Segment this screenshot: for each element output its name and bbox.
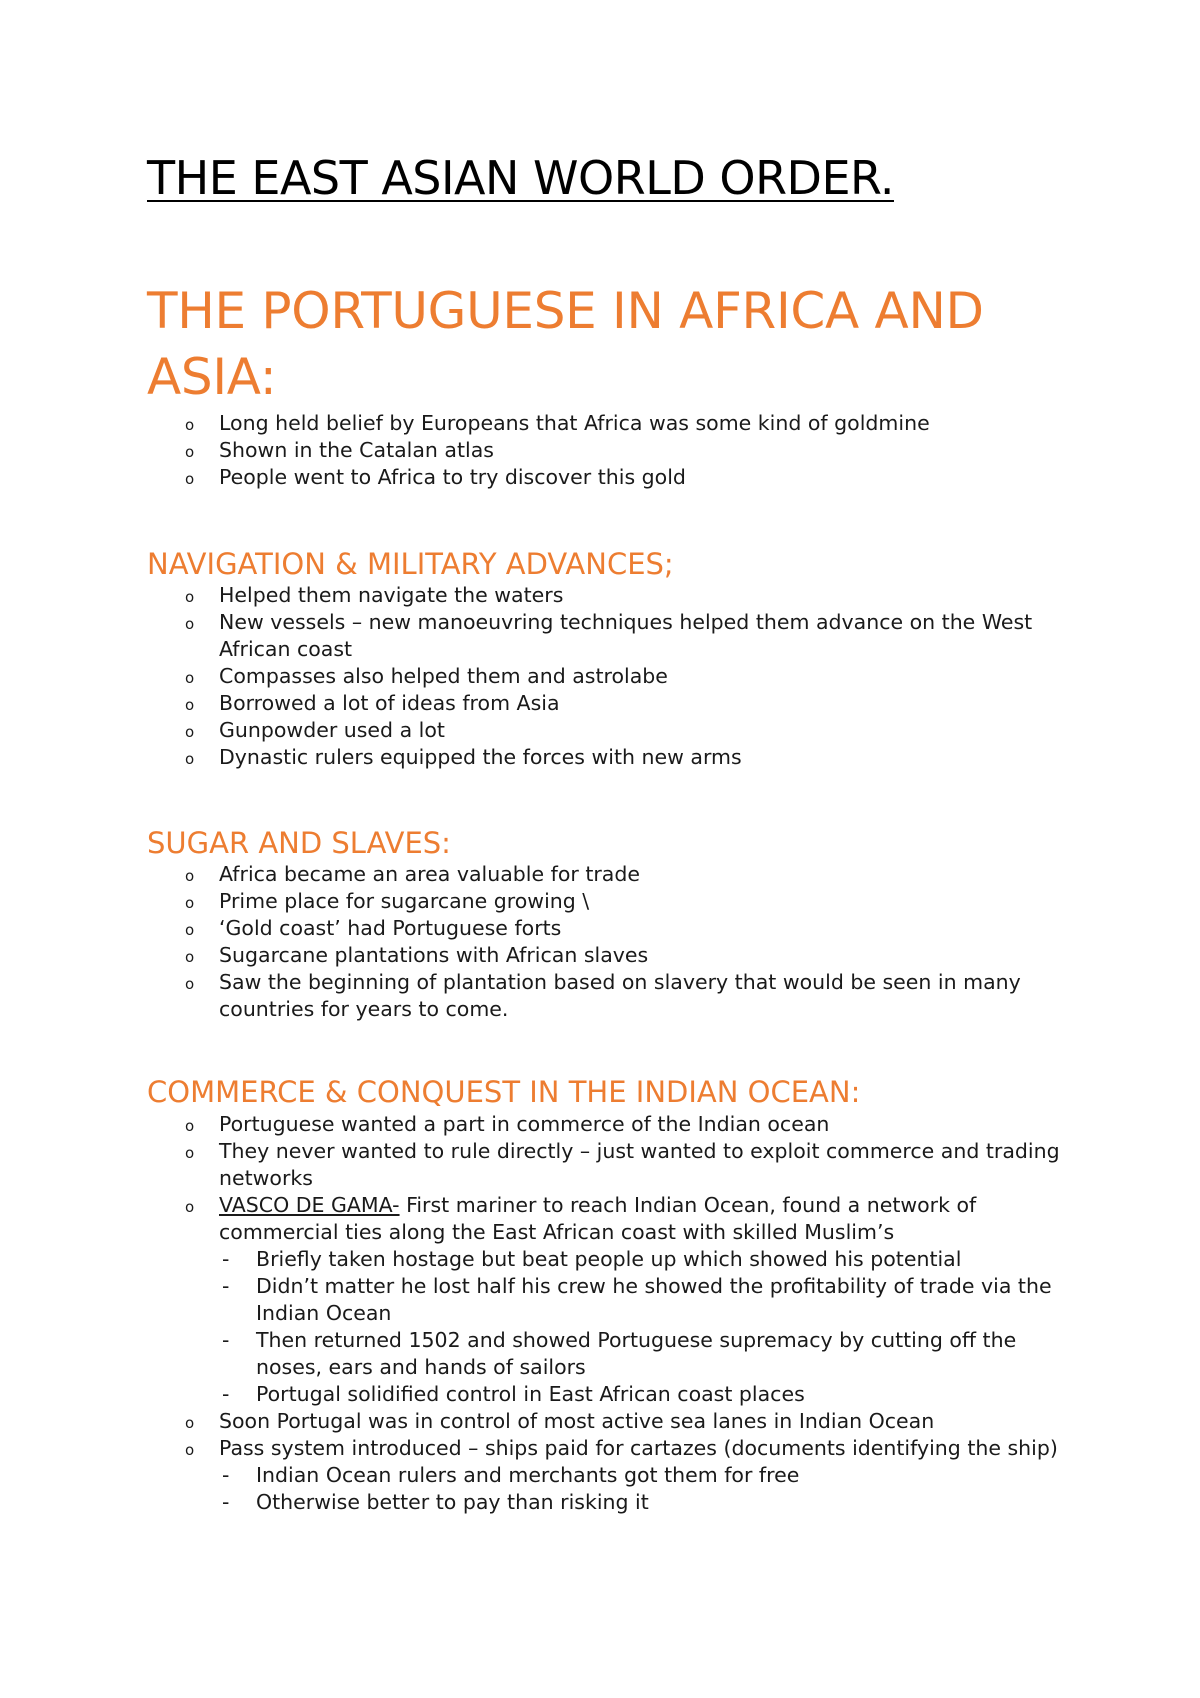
sub-list-item: - Briefly taken hostage but beat people up which showed his potential [0,1246,1056,1273]
sub-list-item: - Didn’t matter he lost half his crew he showed the profitability of trade via the Indian Ocean [0,1273,1056,1327]
document-title: THE EAST ASIAN WORLD ORDER. [147,151,894,205]
list-item: o Pass system introduced – ships paid for cartazes (documents identifying the ship) [0,1435,1099,1462]
list-item: o New vessels – new manoeuvring techniques helped them advance on the West African coast [0,609,1099,663]
list-item: o Borrowed a lot of ideas from Asia [0,690,1099,717]
sub-list-item: - Otherwise better to pay than risking it [0,1489,1056,1516]
list-item: o Shown in the Catalan atlas [0,437,1099,464]
list-item-vasco [0,1192,1099,1246]
list-item: o Portuguese wanted a part in commerce of the Indian ocean [0,1111,1099,1138]
section-heading-sugar: SUGAR AND SLAVES: [147,826,451,860]
list-item: o Sugarcane plantations with African slaves [0,942,1099,969]
section-heading-commerce: COMMERCE & CONQUEST IN THE INDIAN OCEAN: [147,1075,861,1109]
vasco-de-gama-label: VASCO DE GAMA- [219,1193,400,1217]
section-heading-portuguese: THE PORTUGUESE IN AFRICA AND ASIA: [147,282,984,406]
list-item: o Compasses also helped them and astrolabe [0,663,1099,690]
list-item: o Helped them navigate the waters [0,582,1099,609]
commerce-list [0,1111,1200,1516]
sub-list-item: - Indian Ocean rulers and merchants got them for free [0,1462,1056,1489]
list-item: o Saw the beginning of plantation based on slavery that would be seen in many countries for years to come. [0,969,1099,1023]
list-item: o They never wanted to rule directly – just wanted to exploit commerce and trading networks [0,1138,1099,1192]
list-item: o Long held belief by Europeans that Africa was some kind of goldmine [0,410,1099,437]
sub-list-item: - Portugal solidified control in East African coast places [0,1381,1056,1408]
list-item: o Prime place for sugarcane growing \ [0,888,1099,915]
list-item: o Soon Portugal was in control of most active sea lanes in Indian Ocean [0,1408,1099,1435]
list-item: o ‘Gold coast’ had Portuguese forts [0,915,1099,942]
list-item: o Gunpowder used a lot [0,717,1099,744]
portuguese-list [0,410,1200,491]
list-item: o People went to Africa to try discover this gold [0,464,1099,491]
sub-list-item: - Then returned 1502 and showed Portuguese supremacy by cutting off the noses, ears and hands of sailors [0,1327,1056,1381]
section-heading-navigation: NAVIGATION & MILITARY ADVANCES; [147,547,674,581]
sugar-list [0,861,1200,1023]
navigation-list [0,582,1200,771]
vasco-de-gama-text: First mariner to reach Indian Ocean, found a network of commercial ties along the East African coast with skilled Muslim’s [219,1193,977,1244]
list-item: o Dynastic rulers equipped the forces with new arms [0,744,1099,771]
list-item: o Africa became an area valuable for trade [0,861,1099,888]
